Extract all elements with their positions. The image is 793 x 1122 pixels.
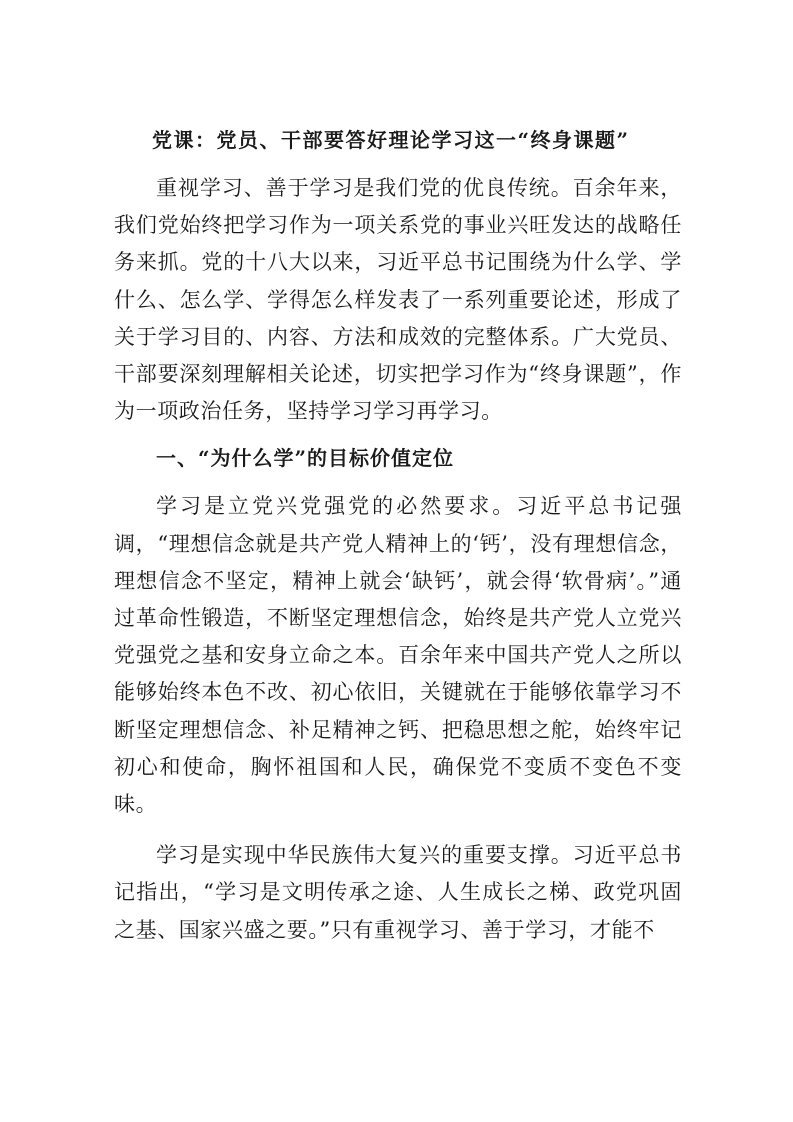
document-title: 党课：党员、干部要答好理论学习这一“终身课题”	[152, 128, 630, 152]
body-paragraph: 学习是实现中华民族伟大复兴的重要支撑。习近平总书记指出，“学习是文明传承之途、人生成长之梯、政党巩固之基、国家兴盛之要。”只有重视学习、善于学习，才能不	[114, 843, 682, 942]
document-page	[114, 118, 682, 949]
intro-paragraph: 重视学习、善于学习是我们党的优良传统。百余年来，我们党始终把学习作为一项关系党的事业兴旺发达的战略任务来抓。党的十八大以来，习近平总书记围绕为什么学、学什么、怎么学、学得怎么样发表了一系列重要论述，形成了关于学习目的、内容、方法和成效的完整体系。广大党员、干部要深刻理解相关论述，切实把学习作为“终身课题”，作为一项政治任务，坚持学习学习再学习。	[114, 176, 682, 424]
body-paragraph: 学习是立党兴党强党的必然要求。习近平总书记强调，“理想信念就是共产党人精神上的‘钙’，没有理想信念，理想信念不坚定，精神上就会‘缺钙’，就会得‘软骨病’。”通过革命性锻造，不断坚定理想信念，始终是共产党人立党兴党强党之基和安身立命之本。百余年来中国共产党人之所以能够始终本色不改、初心依旧，关键就在于能够依靠学习不断坚定理想信念、补足精神之钙、把稳思想之舵，始终牢记初心和使命，胸怀祖国和人民，确保党不变质不变色不变味。	[114, 494, 682, 817]
section-heading: 一、“为什么学”的目标价值定位	[156, 446, 455, 471]
